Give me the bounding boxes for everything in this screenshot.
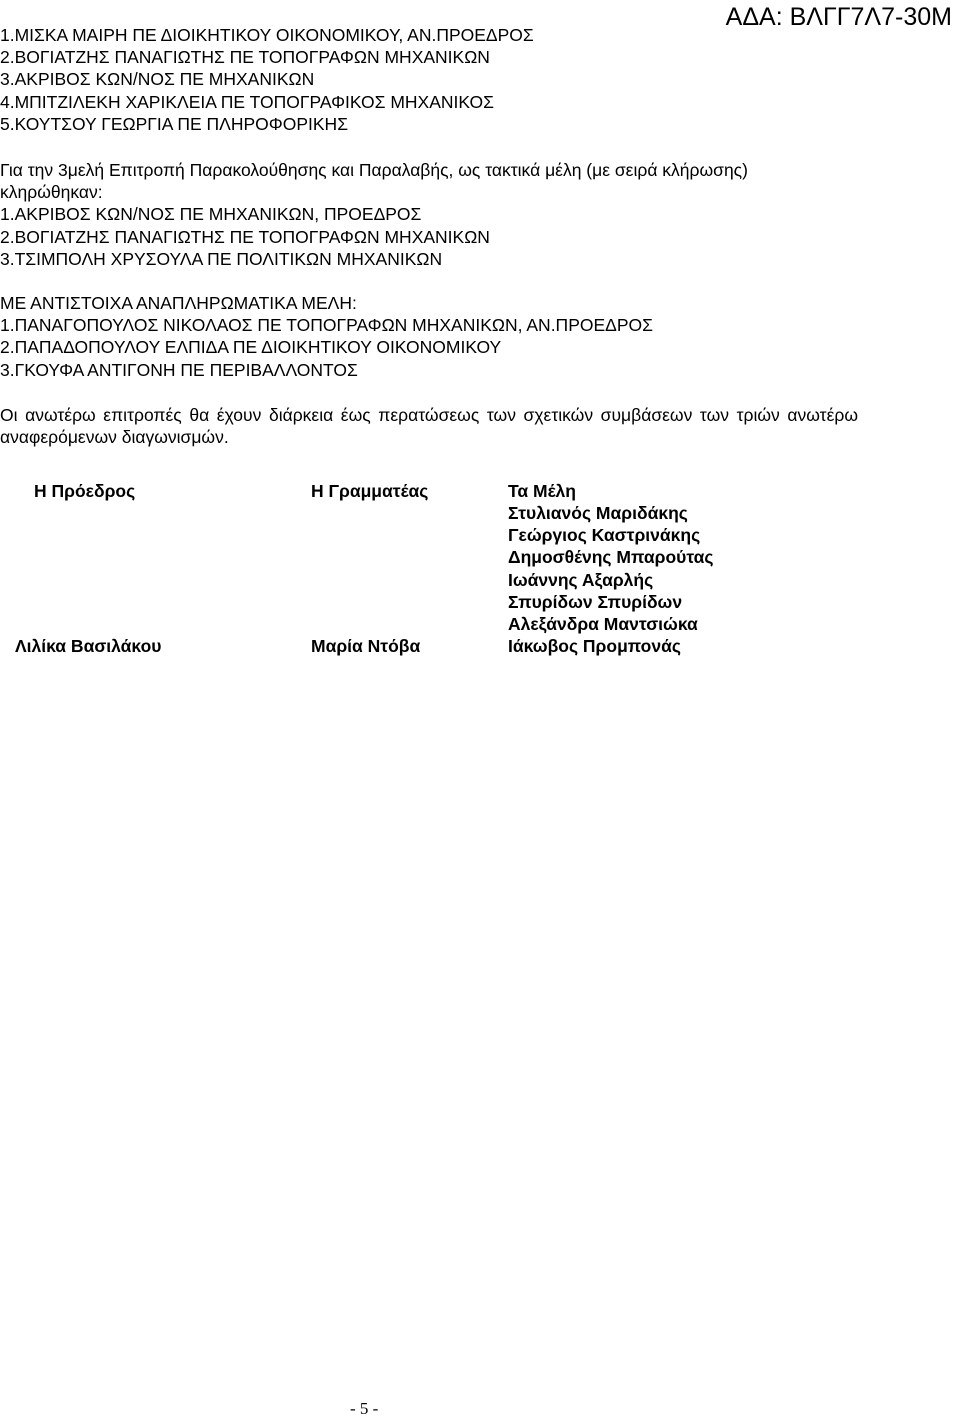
list-item: 2.ΒΟΓΙΑΤΖΗΣ ΠΑΝΑΓΙΩΤΗΣ ΠΕ ΤΟΠΟΓΡΑΦΩΝ ΜΗΧΑΝΙΚΩΝ: [0, 226, 490, 247]
member-name: Ιωάννης Αξαρλής: [508, 569, 654, 590]
committee-intro-line: Για την 3μελή Επιτροπή Παρακολούθησης και Παραλαβής, ως τακτικά μέλη (με σειρά κλήρωσης): [0, 160, 748, 180]
list-item: 3.ΑΚΡΙΒΟΣ ΚΩΝ/ΝΟΣ ΠΕ ΜΗΧΑΝΙΚΩΝ: [0, 69, 315, 90]
alternates-heading: ΜΕ ΑΝΤΙΣΤΟΙΧΑ ΑΝΑΠΛΗΡΩΜΑΤΙΚΑ ΜΕΛΗ:: [0, 293, 357, 313]
list-item: 2.ΠΑΠΑΔΟΠΟΥΛΟΥ ΕΛΠΙΔΑ ΠΕ ΔΙΟΙΚΗΤΙΚΟΥ ΟΙΚΟΝΟΜΙΚΟΥ: [0, 337, 502, 358]
member-name: Γεώργιος Καστρινάκης: [508, 525, 701, 546]
list-item: 1.ΑΚΡΙΒΟΣ ΚΩΝ/ΝΟΣ ΠΕ ΜΗΧΑΝΙΚΩΝ, ΠΡΟΕΔΡΟΣ: [0, 204, 422, 225]
secretary-title: Η Γραμματέας: [311, 481, 429, 501]
alternates-section: [0, 292, 653, 381]
president-title: Η Πρόεδρος: [34, 481, 136, 501]
member-name: Δημοσθένης Μπαρούτας: [508, 547, 714, 568]
member-name: Αλεξάνδρα Μαντσιώκα: [508, 614, 698, 635]
first-committee-list: [0, 24, 534, 135]
member-name: Στυλιανός Μαριδάκης: [508, 503, 688, 523]
list-item: 1.ΜΙΣΚΑ ΜΑΙΡΗ ΠΕ ΔΙΟΙΚΗΤΙΚΟΥ ΟΙΚΟΝΟΜΙΚΟΥ, ΑΝ.ΠΡΟΕΔΡΟΣ: [0, 25, 534, 45]
monitoring-committee-section: [0, 159, 748, 270]
list-item: 3.ΓΚΟΥΦΑ ΑΝΤΙΓΟΝΗ ΠΕ ΠΕΡΙΒΑΛΛΟΝΤΟΣ: [0, 359, 358, 380]
ada-code: ΑΔΑ: ΒΛΓΓ7Λ7-30Μ: [725, 3, 952, 31]
members-title: Τα Μέλη: [508, 481, 576, 501]
list-item: 3.ΤΣΙΜΠΟΛΗ ΧΡΥΣΟΥΛΑ ΠΕ ΠΟΛΙΤΙΚΩΝ ΜΗΧΑΝΙΚΩΝ: [0, 248, 443, 269]
list-item: 1.ΠΑΝΑΓΟΠΟΥΛΟΣ ΝΙΚΟΛΑΟΣ ΠΕ ΤΟΠΟΓΡΑΦΩΝ ΜΗΧΑΝΙΚΩΝ, ΑΝ.ΠΡΟΕΔΡΟΣ: [0, 315, 653, 336]
member-signature-list: [508, 502, 714, 657]
list-item: 4.ΜΠΙΤΖΙΛΕΚΗ ΧΑΡΙΚΛΕΙΑ ΠΕ ΤΟΠΟΓΡΑΦΙΚΟΣ ΜΗΧΑΝΙΚΟΣ: [0, 91, 494, 112]
member-name: Ιάκωβος Προμπονάς: [508, 636, 681, 657]
list-item: 2.ΒΟΓΙΑΤΖΗΣ ΠΑΝΑΓΙΩΤΗΣ ΠΕ ΤΟΠΟΓΡΑΦΩΝ ΜΗΧΑΝΙΚΩΝ: [0, 47, 490, 68]
secretary-name: Μαρία Ντόβα: [311, 636, 421, 656]
duration-paragraph: Οι ανωτέρω επιτροπές θα έχουν διάρκεια έως περατώσεως των σχετικών συμβάσεων των τριών ανωτέρω αναφερόμενων διαγωνισμών.: [0, 405, 858, 448]
president-name: Λιλίκα Βασιλάκου: [15, 636, 162, 656]
page-number: - 5 -: [350, 1399, 379, 1418]
member-name: Σπυρίδων Σπυρίδων: [508, 591, 683, 612]
list-item: 5.ΚΟΥΤΣΟΥ ΓΕΩΡΓΙΑ ΠΕ ΠΛΗΡΟΦΟΡΙΚΗΣ: [0, 113, 349, 134]
committee-intro-line: κληρώθηκαν:: [0, 182, 103, 203]
